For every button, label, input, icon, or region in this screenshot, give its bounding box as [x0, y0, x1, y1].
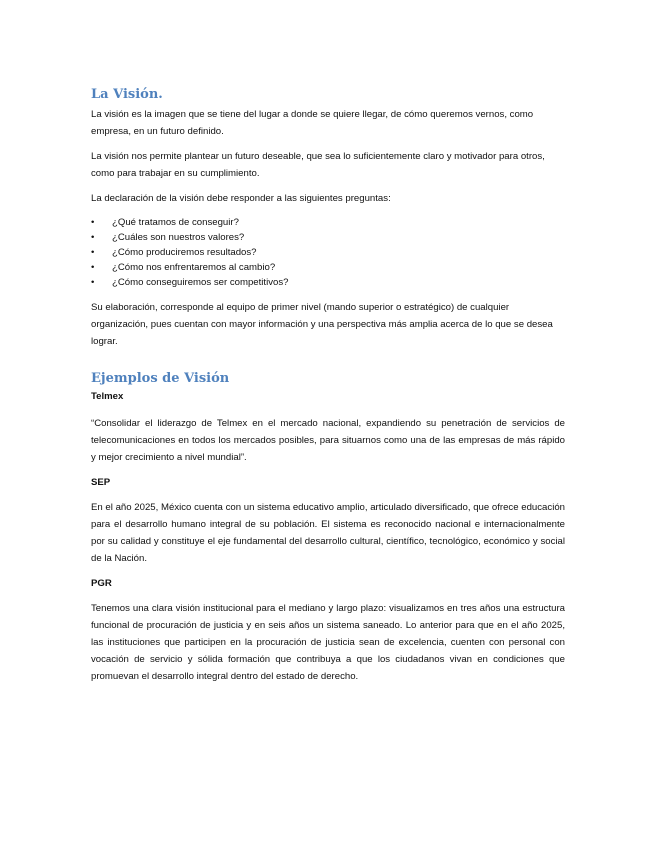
- question-text: ¿Cuáles son nuestros valores?: [112, 232, 245, 243]
- vision-elaboration-paragraph: Su elaboración, corresponde al equipo de primer nivel (mando superior o estratégico) de cualquier organización, pues cuentan con mayor información y una perspectiva más amplia acerca de lo que se desea lograr.: [91, 302, 553, 347]
- bullet-icon: •: [91, 247, 95, 258]
- question-text: ¿Cómo conseguiremos ser competitivos?: [112, 277, 289, 288]
- list-item: [91, 275, 565, 290]
- sep-label: SEP: [91, 477, 111, 488]
- question-text: ¿Cómo produciremos resultados?: [112, 247, 257, 258]
- list-item: [91, 230, 565, 245]
- question-text: ¿Qué tratamos de conseguir?: [112, 217, 239, 228]
- bullet-icon: •: [91, 262, 95, 273]
- vision-questions-intro: La declaración de la visión debe responder a las siguientes preguntas:: [91, 193, 391, 204]
- bullet-icon: •: [91, 217, 95, 228]
- examples-heading: Ejemplos de Visión: [91, 371, 230, 386]
- telmex-vision-text: “Consolidar el liderazgo de Telmex en el mercado nacional, expandiendo su penetración de servicios de telecomunicaciones en todos los mercados posibles, para situarnos como una de las empresas de más rápido y mejor crecimiento a nivel mundial”.: [91, 418, 565, 463]
- bullet-icon: •: [91, 277, 95, 288]
- list-item: [91, 215, 565, 230]
- document-page: [91, 86, 565, 693]
- list-item: [91, 260, 565, 275]
- vision-heading: La Visión.: [91, 87, 163, 102]
- question-text: ¿Cómo nos enfrentaremos al cambio?: [112, 262, 276, 273]
- pgr-label: PGR: [91, 578, 112, 589]
- bullet-icon: •: [91, 232, 95, 243]
- sep-vision-text: En el año 2025, México cuenta con un sistema educativo amplio, articulado diversificado, que ofrece educación para el desarrollo humano integral de su población. El sistema es reconocido nacional e internacionalmente por su calidad y constituye el eje fundamental del desarrollo cultural, científico, tecnológico, económico y social de la Nación.: [91, 502, 565, 564]
- vision-purpose-paragraph: La visión nos permite plantear un futuro deseable, que sea lo suficientemente claro y motivador para otros, como para trabajar en su cumplimiento.: [91, 151, 545, 179]
- telmex-label: Telmex: [91, 391, 124, 402]
- list-item: [91, 245, 565, 260]
- vision-questions-list: [91, 215, 565, 290]
- pgr-vision-text: Tenemos una clara visión institucional para el mediano y largo plazo: visualizamos en tres años una estructura funcional de procuración de justicia y en seis años un sistema saneado. Lo anterior para que en el año 2025, las instituciones que participen en la procuración de justicia sean de excelencia, cuenten con personal con vocación de servicio y sólida formación que contribuya a que los ciudadanos vivan en condiciones que promuevan el desarrollo integral dentro del estado de derecho.: [91, 603, 565, 682]
- vision-definition-paragraph: La visión es la imagen que se tiene del lugar a donde se quiere llegar, de cómo queremos vernos, como empresa, en un futuro definido.: [91, 109, 534, 137]
